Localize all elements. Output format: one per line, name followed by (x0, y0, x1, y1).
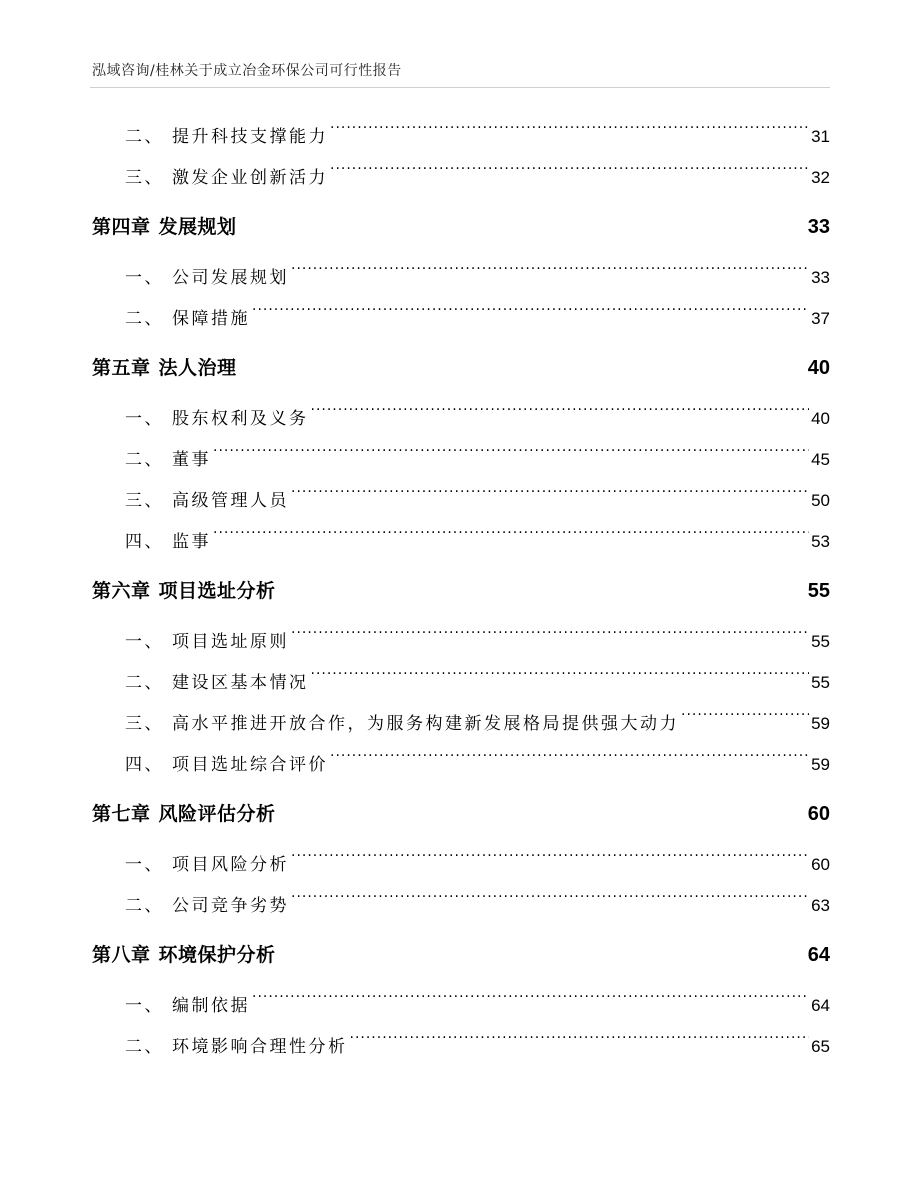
page-number: 40 (807, 357, 830, 379)
dot-leader (278, 801, 806, 820)
chapter-number: 第七章 (92, 803, 151, 825)
chapter-title: 项目选址分析 (158, 580, 276, 602)
dot-leader (291, 853, 809, 870)
toc-section-entry[interactable] (92, 1026, 830, 1067)
section-number: 二、 (125, 896, 164, 916)
section-number: 一、 (125, 855, 164, 875)
section-number: 二、 (125, 1037, 164, 1057)
section-number: 一、 (125, 632, 164, 652)
section-title: 编制依据 (172, 996, 250, 1016)
chapter-number: 第六章 (92, 580, 151, 602)
toc-chapter-entry[interactable] (92, 198, 830, 257)
page-number: 55 (807, 580, 830, 602)
toc-section-entry[interactable] (92, 985, 830, 1026)
dot-leader (252, 307, 809, 324)
section-number: 一、 (125, 268, 164, 288)
toc-section-entry[interactable] (92, 521, 830, 562)
toc-section-entry[interactable] (92, 439, 830, 480)
page-number: 60 (807, 803, 830, 825)
page-number: 59 (811, 755, 830, 774)
toc-section-entry[interactable] (92, 398, 830, 439)
page-number: 60 (811, 855, 830, 874)
page-number: 33 (807, 216, 830, 238)
section-number: 一、 (125, 409, 164, 429)
page-number: 55 (811, 632, 830, 651)
page-number: 55 (811, 673, 830, 692)
page-number: 64 (807, 944, 830, 966)
toc-section-entry[interactable] (92, 885, 830, 926)
chapter-title: 发展规划 (158, 216, 237, 238)
page-number: 45 (811, 450, 830, 469)
toc-section-entry[interactable] (92, 298, 830, 339)
chapter-number: 第八章 (92, 944, 151, 966)
dot-leader (330, 753, 809, 770)
page-number: 40 (811, 409, 830, 428)
section-title: 监事 (172, 532, 211, 552)
dot-leader (291, 894, 809, 911)
toc-section-entry[interactable] (92, 621, 830, 662)
page-number: 37 (811, 309, 830, 328)
toc-section-entry[interactable] (92, 703, 830, 744)
chapter-title: 环境保护分析 (158, 944, 276, 966)
page-number: 33 (811, 268, 830, 287)
section-number: 一、 (125, 996, 164, 1016)
toc-chapter-entry[interactable] (92, 339, 830, 398)
section-number: 二、 (125, 450, 164, 470)
dot-leader (291, 266, 809, 283)
section-title: 激发企业创新活力 (172, 168, 328, 188)
dot-leader (330, 166, 809, 183)
dot-leader (239, 355, 806, 374)
section-number: 二、 (125, 127, 164, 147)
page-number: 59 (811, 714, 830, 733)
toc-section-entry[interactable] (92, 257, 830, 298)
toc-section-entry[interactable] (92, 480, 830, 521)
dot-leader (252, 994, 809, 1011)
page-number: 31 (811, 127, 830, 146)
section-title: 高水平推进开放合作，为服务构建新发展格局提供强大动力 (172, 714, 679, 734)
dot-leader (291, 489, 809, 506)
dot-leader (213, 530, 809, 547)
dot-leader (311, 407, 810, 424)
section-number: 二、 (125, 309, 164, 329)
chapter-number: 第五章 (92, 357, 151, 379)
page-number: 63 (811, 896, 830, 915)
section-title: 项目选址原则 (172, 632, 289, 652)
page-number: 32 (811, 168, 830, 187)
section-number: 四、 (125, 755, 164, 775)
toc-section-entry[interactable] (92, 844, 830, 885)
toc-section-entry[interactable] (92, 744, 830, 785)
page-number: 53 (811, 532, 830, 551)
section-title: 提升科技支撑能力 (172, 127, 328, 147)
toc-section-entry[interactable] (92, 662, 830, 703)
page-number: 50 (811, 491, 830, 510)
chapter-title: 风险评估分析 (158, 803, 276, 825)
section-title: 高级管理人员 (172, 491, 289, 511)
section-title: 股东权利及义务 (172, 409, 309, 429)
toc-chapter-entry[interactable] (92, 785, 830, 844)
section-number: 二、 (125, 673, 164, 693)
dot-leader (350, 1035, 810, 1052)
toc-section-entry[interactable] (92, 157, 830, 198)
running-header: 泓域咨询/桂林关于成立冶金环保公司可行性报告 (92, 63, 402, 79)
section-number: 三、 (125, 168, 164, 188)
section-number: 四、 (125, 532, 164, 552)
section-title: 环境影响合理性分析 (172, 1037, 348, 1057)
dot-leader (311, 671, 810, 688)
section-title: 保障措施 (172, 309, 250, 329)
toc-chapter-entry[interactable] (92, 926, 830, 985)
dot-leader (278, 942, 806, 961)
section-title: 项目选址综合评价 (172, 755, 328, 775)
section-title: 项目风险分析 (172, 855, 289, 875)
dot-leader (278, 578, 806, 597)
toc-chapter-entry[interactable] (92, 562, 830, 621)
chapter-title: 法人治理 (158, 357, 237, 379)
page-number: 64 (811, 996, 830, 1015)
section-title: 公司发展规划 (172, 268, 289, 288)
page-number: 65 (811, 1037, 830, 1056)
section-title: 董事 (172, 450, 211, 470)
section-title: 公司竞争劣势 (172, 896, 289, 916)
dot-leader (239, 214, 806, 233)
chapter-number: 第四章 (92, 216, 151, 238)
section-title: 建设区基本情况 (172, 673, 309, 693)
toc-section-entry[interactable] (92, 116, 830, 157)
section-number: 三、 (125, 491, 164, 511)
dot-leader (213, 448, 809, 465)
dot-leader (681, 712, 809, 729)
dot-leader (330, 125, 809, 142)
table-of-contents (92, 116, 830, 1067)
section-number: 三、 (125, 714, 164, 734)
header-divider (90, 87, 830, 88)
dot-leader (291, 630, 809, 647)
